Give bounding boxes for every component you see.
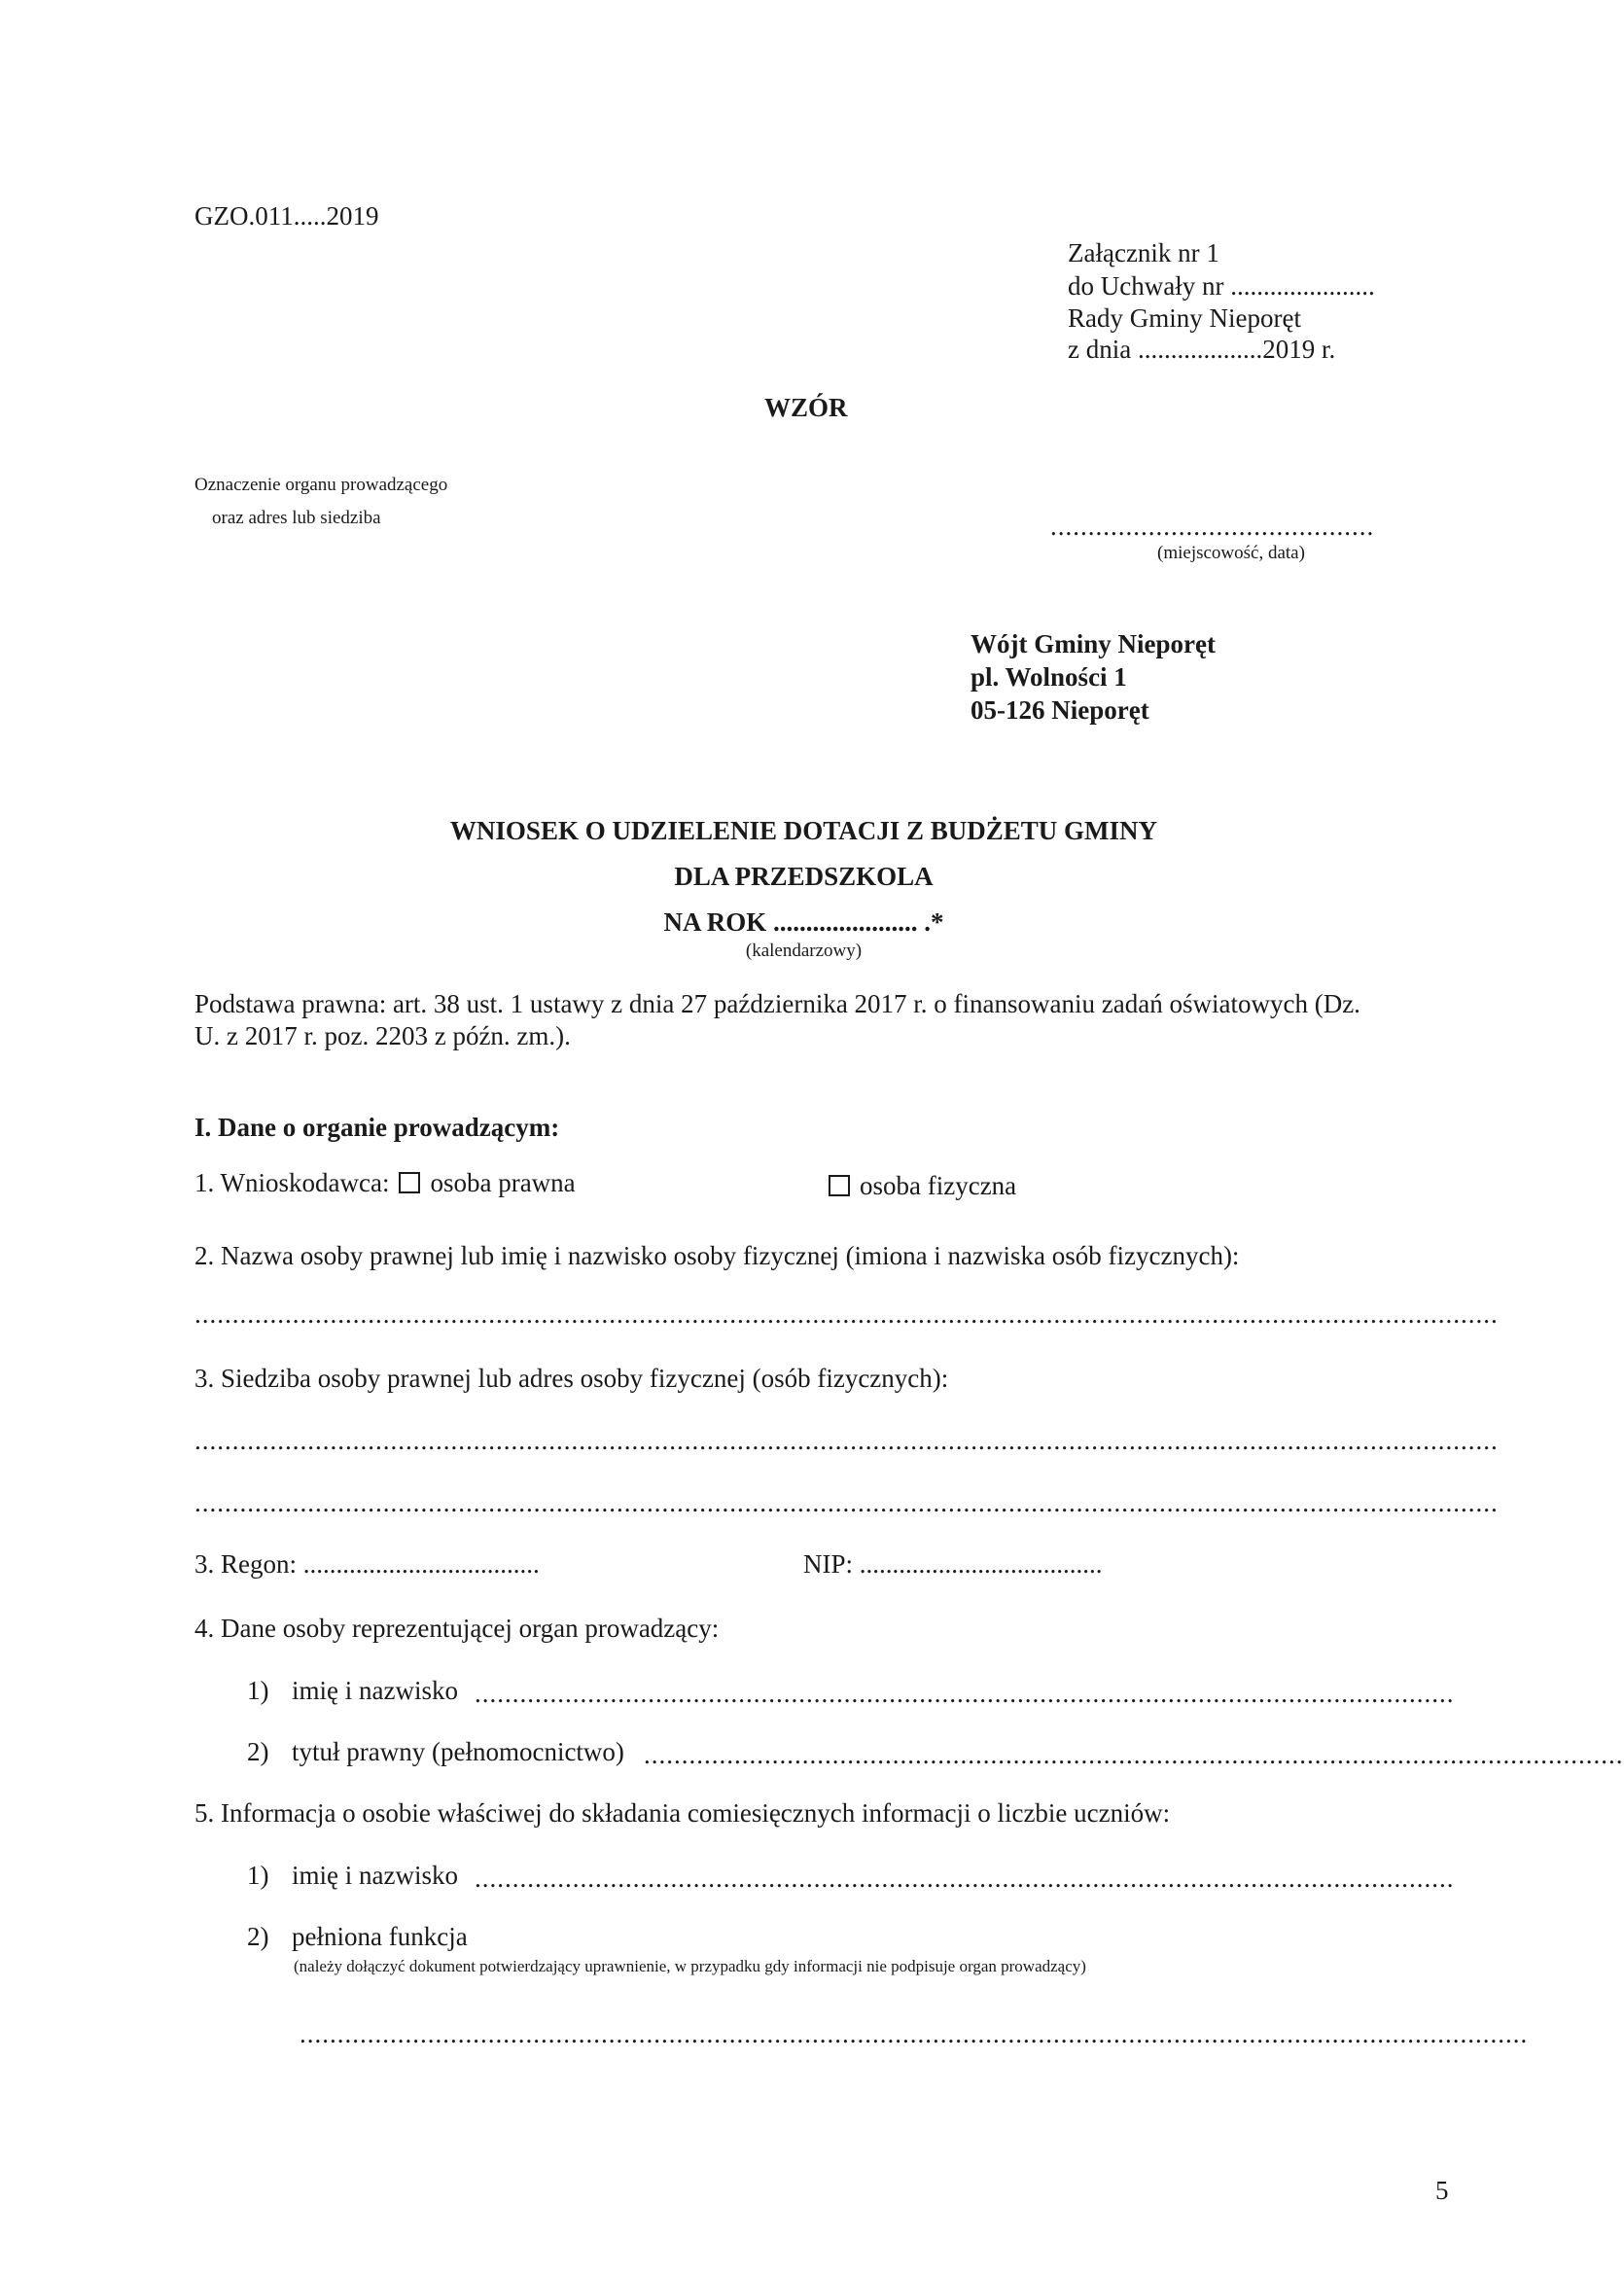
legal-basis-line-2: U. z 2017 r. poz. 2203 z późn. zm.). xyxy=(194,1021,571,1050)
item-5-name-fill-line[interactable]: .................................................................................................................................. xyxy=(475,1864,1455,1893)
attachment-line-1: Załącznik nr 1 xyxy=(1068,238,1219,267)
pattern-title: WZÓR xyxy=(764,393,848,422)
page-number: 5 xyxy=(1435,2176,1449,2205)
document-reference: GZO.011.....2019 xyxy=(194,201,379,231)
form-title-line-1: WNIOSEK O UDZIELENIE DOTACJI Z BUDŻETU GMINY xyxy=(449,816,1158,845)
addressee-line-1: Wójt Gminy Nieporęt xyxy=(971,629,1216,658)
form-title-subtitle: (kalendarzowy) xyxy=(745,941,863,961)
item-4-name-fill-line[interactable]: .................................................................................................................................. xyxy=(475,1679,1455,1708)
organ-label-line-1: Oznaczenie organu prowadzącego xyxy=(194,475,448,495)
item-4-sub-2-number: 2) xyxy=(247,1737,269,1766)
nip-field[interactable]: NIP: ..................................... xyxy=(803,1549,1103,1579)
section-1-heading: I. Dane o organie prowadzącym: xyxy=(194,1113,560,1142)
form-title-line-2: DLA PRZEDSZKOLA xyxy=(674,862,934,891)
item-5-function-fill-line[interactable]: ................................................................................................................................................................... xyxy=(300,2019,1529,2048)
item-5-sub-1-number: 1) xyxy=(247,1861,269,1890)
item-4-sub-1-number: 1) xyxy=(247,1676,269,1705)
attachment-line-2: do Uchwały nr ...................... xyxy=(1068,271,1375,301)
item-5-sub-2-number: 2) xyxy=(247,1922,269,1951)
form-title-line-3: NA ROK ...................... .* xyxy=(663,907,944,937)
natural-person-label: osoba fizyczna xyxy=(860,1171,1017,1200)
item-2-label: 2. Nazwa osoby prawnej lub imię i nazwisko osoby fizycznej (imiona i nazwiska osób fizycznych): xyxy=(194,1241,1240,1270)
item-2-fill-line[interactable]: ............................................................................................................................................................................. xyxy=(194,1299,1499,1329)
organ-label-line-2: oraz adres lub siedziba xyxy=(212,508,381,528)
legal-person-checkbox[interactable] xyxy=(399,1172,420,1193)
item-4-title-fill-line[interactable]: .................................................................................................................................. xyxy=(644,1740,1624,1769)
place-date-label: (miejscowość, data) xyxy=(1157,543,1305,563)
item-5-sub-2-label: pełniona funkcja xyxy=(292,1922,468,1951)
legal-basis-line-1: Podstawa prawna: art. 38 ust. 1 ustawy z dnia 27 października 2017 r. o finansowaniu zadań oświatowych (Dz. xyxy=(194,989,1360,1018)
item-3-fill-line-2[interactable]: ............................................................................................................................................................................. xyxy=(194,1488,1499,1517)
addressee-line-2: pl. Wolności 1 xyxy=(971,662,1127,692)
item-4-sub-1-label: imię i nazwisko xyxy=(292,1676,458,1705)
applicant-label: 1. Wnioskodawca: xyxy=(194,1168,390,1197)
natural-person-checkbox[interactable] xyxy=(829,1175,850,1196)
item-3-fill-line-1[interactable]: ............................................................................................................................................................................. xyxy=(194,1426,1499,1455)
item-3-label: 3. Siedziba osoby prawnej lub adres osoby fizycznej (osób fizycznych): xyxy=(194,1364,949,1393)
place-date-dots: ........................................... xyxy=(1050,512,1375,541)
item-5-note: (należy dołączyć dokument potwierdzający uprawnienie, w przypadku gdy informacji nie podpisuje organ prowadzący) xyxy=(294,1957,1086,1975)
addressee-line-3: 05-126 Nieporęt xyxy=(971,695,1149,725)
legal-person-label: osoba prawna xyxy=(430,1168,576,1197)
natural-person-option xyxy=(829,1170,1016,1201)
regon-field[interactable]: 3. Regon: .................................... xyxy=(194,1549,540,1579)
item-4-sub-2-label: tytuł prawny (pełnomocnictwo) xyxy=(292,1737,624,1766)
item-5-label: 5. Informacja o osobie właściwej do składania comiesięcznych informacji o liczbie uczniów: xyxy=(194,1798,1171,1828)
applicant-row xyxy=(194,1167,576,1198)
item-5-sub-1-label: imię i nazwisko xyxy=(292,1861,458,1890)
item-4-label: 4. Dane osoby reprezentującej organ prowadzący: xyxy=(194,1614,720,1643)
attachment-line-3: Rady Gminy Nieporęt xyxy=(1068,303,1301,333)
attachment-line-4: z dnia ...................2019 r. xyxy=(1068,335,1336,364)
